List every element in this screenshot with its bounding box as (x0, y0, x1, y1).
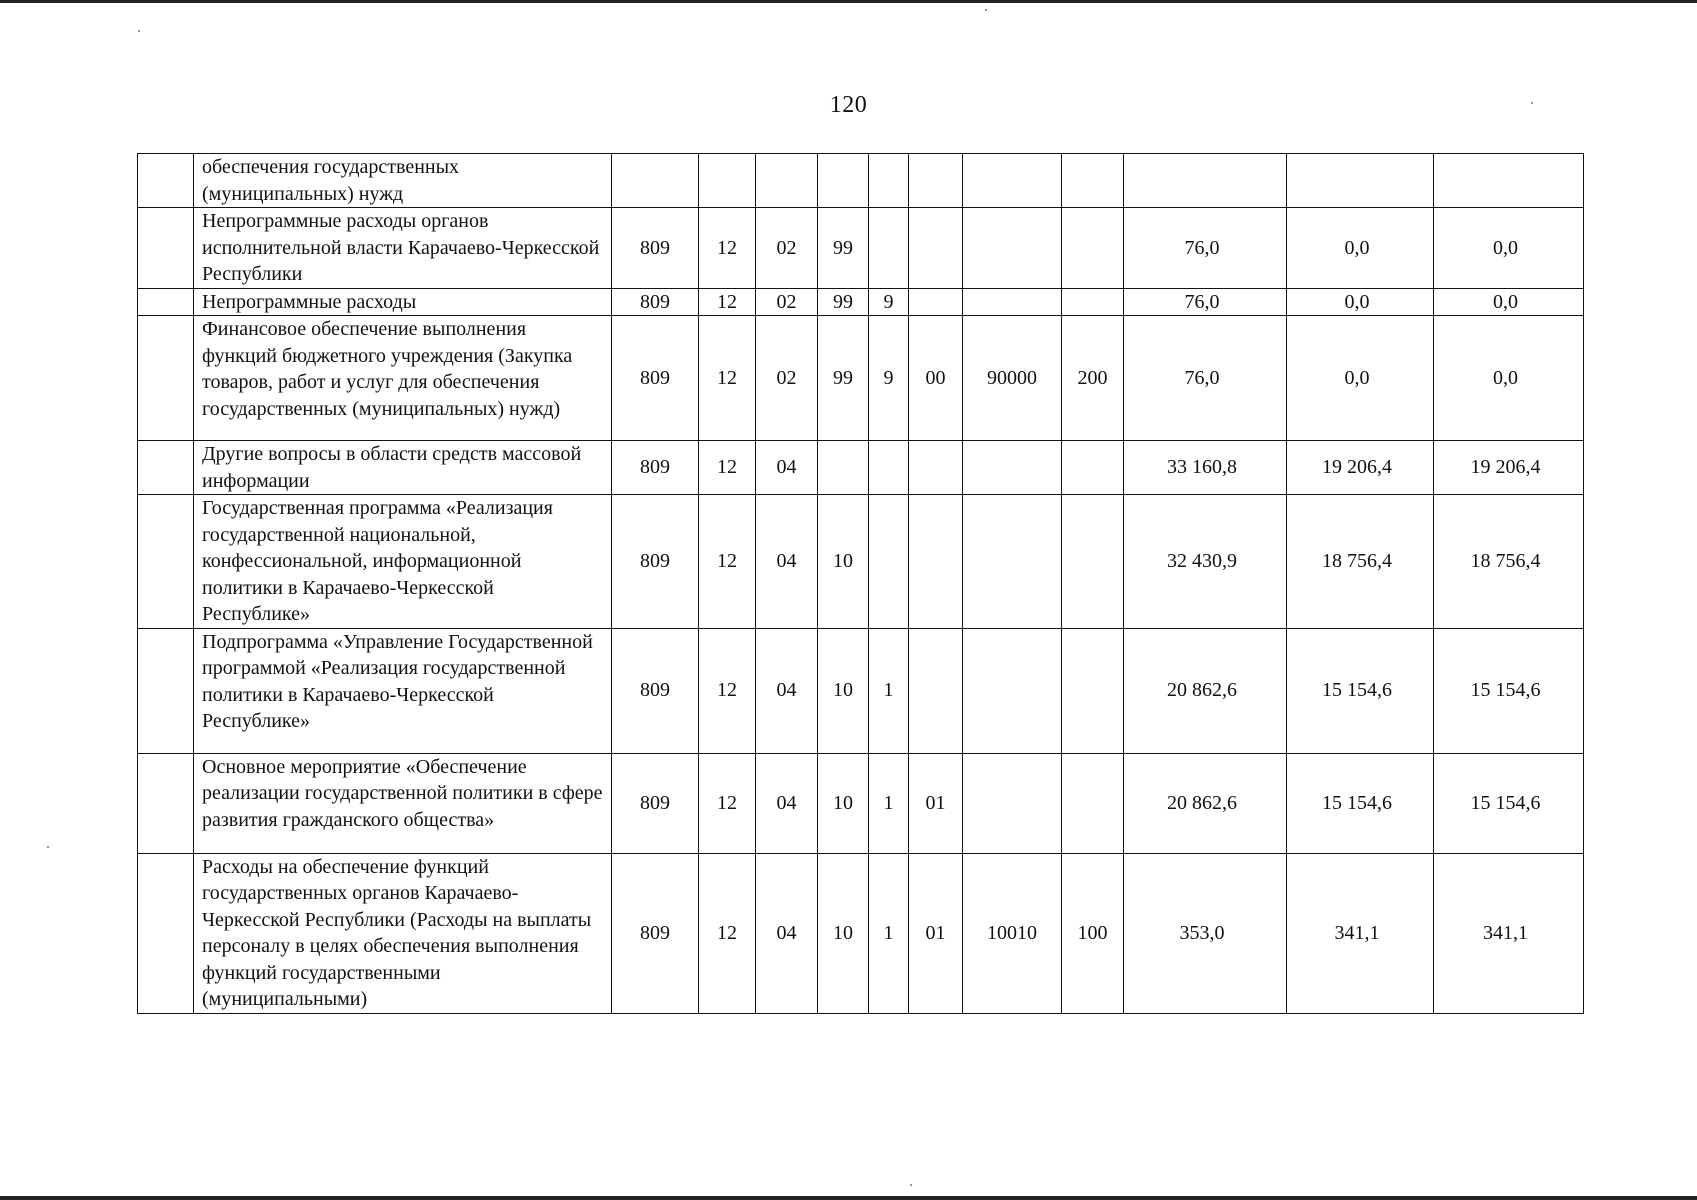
subprogram-code-cell (869, 208, 909, 289)
amount-cell-2: 341,1 (1287, 853, 1434, 1013)
direction-code-cell: 10010 (963, 853, 1062, 1013)
amount-cell-2: 15 154,6 (1287, 628, 1434, 753)
amount-cell-2 (1287, 154, 1434, 208)
section-code-cell: 12 (699, 316, 756, 441)
expense-type-cell (1062, 208, 1124, 289)
direction-code-cell (963, 628, 1062, 753)
item-name-cell: Другие вопросы в области средств массовой информации (194, 441, 612, 495)
ministry-code-cell: 809 (612, 288, 699, 316)
amount-cell-1: 20 862,6 (1124, 753, 1287, 853)
table-row (138, 441, 1584, 495)
scan-bottom-edge (0, 1196, 1697, 1200)
amount-cell-3 (1434, 154, 1584, 208)
expense-type-cell: 200 (1062, 316, 1124, 441)
subprogram-code-cell: 9 (869, 316, 909, 441)
subprogram-code-cell: 1 (869, 853, 909, 1013)
expense-type-cell (1062, 753, 1124, 853)
amount-cell-1: 33 160,8 (1124, 441, 1287, 495)
table-row (138, 753, 1584, 853)
row-number-cell (138, 316, 194, 441)
amount-cell-1: 353,0 (1124, 853, 1287, 1013)
table-row (138, 853, 1584, 1013)
scan-speck (47, 846, 49, 848)
ministry-code-cell: 809 (612, 753, 699, 853)
program-code-cell: 99 (818, 316, 869, 441)
page-number: 120 (829, 92, 868, 118)
scan-speck (910, 1184, 912, 1186)
row-number-cell (138, 853, 194, 1013)
program-code-cell: 99 (818, 208, 869, 289)
amount-cell-1: 32 430,9 (1124, 495, 1287, 629)
section-code-cell (699, 154, 756, 208)
event-code-cell (909, 628, 963, 753)
direction-code-cell (963, 753, 1062, 853)
item-name-cell: Непрограммные расходы (194, 288, 612, 316)
subsection-code-cell (756, 154, 818, 208)
section-code-cell: 12 (699, 753, 756, 853)
event-code-cell (909, 495, 963, 629)
expense-type-cell (1062, 495, 1124, 629)
ministry-code-cell: 809 (612, 441, 699, 495)
amount-cell-2: 18 756,4 (1287, 495, 1434, 629)
program-code-cell: 10 (818, 853, 869, 1013)
event-code-cell: 00 (909, 316, 963, 441)
row-number-cell (138, 628, 194, 753)
program-code-cell: 10 (818, 628, 869, 753)
table-row (138, 495, 1584, 629)
amount-cell-3: 341,1 (1434, 853, 1584, 1013)
ministry-code-cell: 809 (612, 628, 699, 753)
program-code-cell: 10 (818, 753, 869, 853)
subprogram-code-cell (869, 495, 909, 629)
item-name-cell: Расходы на обеспечение функций государственных органов Карачаево-Черкесской Республики (Расходы на выплаты персоналу в целях обеспечения выполнения функций государственными (муниципальными) (194, 853, 612, 1013)
program-code-cell: 99 (818, 288, 869, 316)
section-code-cell: 12 (699, 441, 756, 495)
amount-cell-1 (1124, 154, 1287, 208)
subprogram-code-cell: 1 (869, 628, 909, 753)
scan-top-edge (0, 0, 1697, 3)
expense-type-cell (1062, 628, 1124, 753)
budget-table-body (138, 154, 1584, 1014)
amount-cell-3: 0,0 (1434, 208, 1584, 289)
ministry-code-cell (612, 154, 699, 208)
section-code-cell: 12 (699, 628, 756, 753)
item-name-cell: Финансовое обеспечение выполнения функций бюджетного учреждения (Закупка товаров, работ и услуг для обеспечения государственных (муниципальных) нужд) (194, 316, 612, 441)
row-number-cell (138, 208, 194, 289)
subprogram-code-cell: 1 (869, 753, 909, 853)
table-row (138, 208, 1584, 289)
amount-cell-1: 20 862,6 (1124, 628, 1287, 753)
row-number-cell (138, 753, 194, 853)
section-code-cell: 12 (699, 495, 756, 629)
amount-cell-3: 0,0 (1434, 316, 1584, 441)
row-number-cell (138, 288, 194, 316)
row-number-cell (138, 495, 194, 629)
subsection-code-cell: 04 (756, 441, 818, 495)
event-code-cell (909, 288, 963, 316)
subsection-code-cell: 04 (756, 495, 818, 629)
subprogram-code-cell (869, 154, 909, 208)
event-code-cell (909, 208, 963, 289)
amount-cell-2: 0,0 (1287, 316, 1434, 441)
table-row (138, 628, 1584, 753)
table-row (138, 154, 1584, 208)
amount-cell-2: 0,0 (1287, 288, 1434, 316)
program-code-cell (818, 441, 869, 495)
section-code-cell: 12 (699, 288, 756, 316)
event-code-cell: 01 (909, 853, 963, 1013)
budget-table (137, 153, 1584, 1014)
table-row (138, 288, 1584, 316)
amount-cell-2: 0,0 (1287, 208, 1434, 289)
amount-cell-1: 76,0 (1124, 316, 1287, 441)
section-code-cell: 12 (699, 208, 756, 289)
expense-type-cell (1062, 288, 1124, 316)
amount-cell-1: 76,0 (1124, 288, 1287, 316)
direction-code-cell (963, 208, 1062, 289)
subprogram-code-cell: 9 (869, 288, 909, 316)
section-code-cell: 12 (699, 853, 756, 1013)
program-code-cell: 10 (818, 495, 869, 629)
table-row (138, 316, 1584, 441)
amount-cell-3: 18 756,4 (1434, 495, 1584, 629)
row-number-cell (138, 441, 194, 495)
direction-code-cell (963, 441, 1062, 495)
subsection-code-cell: 04 (756, 628, 818, 753)
event-code-cell: 01 (909, 753, 963, 853)
subsection-code-cell: 02 (756, 208, 818, 289)
subsection-code-cell: 02 (756, 316, 818, 441)
direction-code-cell (963, 495, 1062, 629)
item-name-cell: Государственная программа «Реализация государственной национальной, конфессиональной, информационной политики в Карачаево-Черкесской Республике» (194, 495, 612, 629)
subsection-code-cell: 02 (756, 288, 818, 316)
scan-speck (138, 30, 140, 32)
ministry-code-cell: 809 (612, 208, 699, 289)
event-code-cell (909, 154, 963, 208)
subsection-code-cell: 04 (756, 753, 818, 853)
amount-cell-3: 0,0 (1434, 288, 1584, 316)
ministry-code-cell: 809 (612, 853, 699, 1013)
subprogram-code-cell (869, 441, 909, 495)
amount-cell-2: 19 206,4 (1287, 441, 1434, 495)
direction-code-cell (963, 288, 1062, 316)
amount-cell-3: 19 206,4 (1434, 441, 1584, 495)
amount-cell-3: 15 154,6 (1434, 753, 1584, 853)
direction-code-cell: 90000 (963, 316, 1062, 441)
item-name-cell: обеспечения государственных (муниципальных) нужд (194, 154, 612, 208)
expense-type-cell: 100 (1062, 853, 1124, 1013)
direction-code-cell (963, 154, 1062, 208)
subsection-code-cell: 04 (756, 853, 818, 1013)
item-name-cell: Непрограммные расходы органов исполнительной власти Карачаево-Черкесской Республики (194, 208, 612, 289)
item-name-cell: Основное мероприятие «Обеспечение реализации государственной политики в сфере развития гражданского общества» (194, 753, 612, 853)
row-number-cell (138, 154, 194, 208)
amount-cell-3: 15 154,6 (1434, 628, 1584, 753)
item-name-cell: Подпрограмма «Управление Государственной программой «Реализация государственной политики в Карачаево-Черкесской Республике» (194, 628, 612, 753)
amount-cell-1: 76,0 (1124, 208, 1287, 289)
ministry-code-cell: 809 (612, 495, 699, 629)
amount-cell-2: 15 154,6 (1287, 753, 1434, 853)
program-code-cell (818, 154, 869, 208)
expense-type-cell (1062, 154, 1124, 208)
expense-type-cell (1062, 441, 1124, 495)
event-code-cell (909, 441, 963, 495)
ministry-code-cell: 809 (612, 316, 699, 441)
scan-speck (985, 9, 987, 11)
